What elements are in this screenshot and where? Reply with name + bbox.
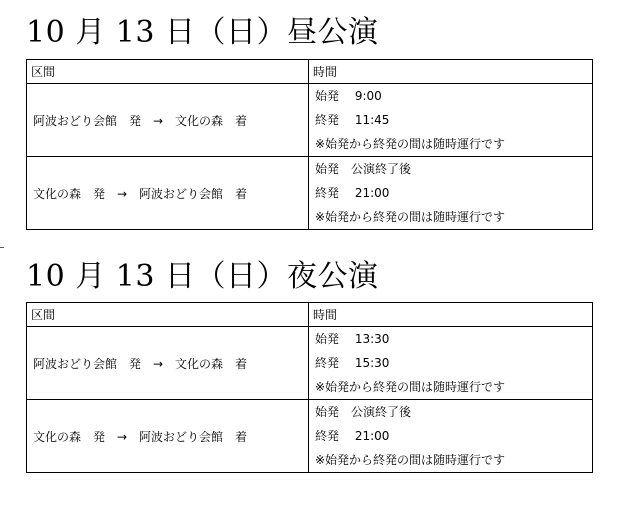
header-time: 時間 (309, 303, 593, 327)
section-title-matinee: 10 月 13 日（日）昼公演 (26, 15, 379, 50)
last-departure: 終発 15:30 (315, 356, 390, 370)
divider-mark (0, 247, 4, 248)
table-row (27, 157, 593, 230)
route-cell (27, 327, 309, 400)
time-cell (309, 400, 593, 473)
first-departure: 始発 公演終了後 (315, 405, 412, 419)
time-cell (309, 327, 593, 400)
table-header-row (27, 60, 593, 84)
service-note: ※始発から終発の間は随時運行です (315, 210, 506, 224)
table-row (27, 400, 593, 473)
table-row (27, 84, 593, 157)
time-cell (309, 84, 593, 157)
last-departure: 終発 11:45 (315, 113, 390, 127)
route-text: 阿波おどり会館 発 → 文化の森 着 (33, 356, 248, 371)
schedule-table-evening (26, 302, 593, 473)
service-note: ※始発から終発の間は随時運行です (315, 137, 506, 151)
header-time: 時間 (309, 60, 593, 84)
service-note: ※始発から終発の間は随時運行です (315, 380, 506, 394)
route-cell (27, 400, 309, 473)
route-cell (27, 84, 309, 157)
route-text: 阿波おどり会館 発 → 文化の森 着 (33, 113, 248, 128)
service-note: ※始発から終発の間は随時運行です (315, 453, 506, 467)
header-route: 区間 (27, 303, 309, 327)
route-text: 文化の森 発 → 阿波おどり会館 着 (33, 429, 248, 444)
schedule-table-matinee (26, 59, 593, 230)
route-text: 文化の森 発 → 阿波おどり会館 着 (33, 186, 248, 201)
route-cell (27, 157, 309, 230)
first-departure: 始発 公演終了後 (315, 162, 412, 176)
time-cell (309, 157, 593, 230)
section-title-evening: 10 月 13 日（日）夜公演 (26, 259, 379, 294)
last-departure: 終発 21:00 (315, 429, 390, 443)
first-departure: 始発 13:30 (315, 332, 390, 346)
header-route: 区間 (27, 60, 309, 84)
table-header-row (27, 303, 593, 327)
table-row (27, 327, 593, 400)
first-departure: 始発 9:00 (315, 89, 382, 103)
last-departure: 終発 21:00 (315, 186, 390, 200)
